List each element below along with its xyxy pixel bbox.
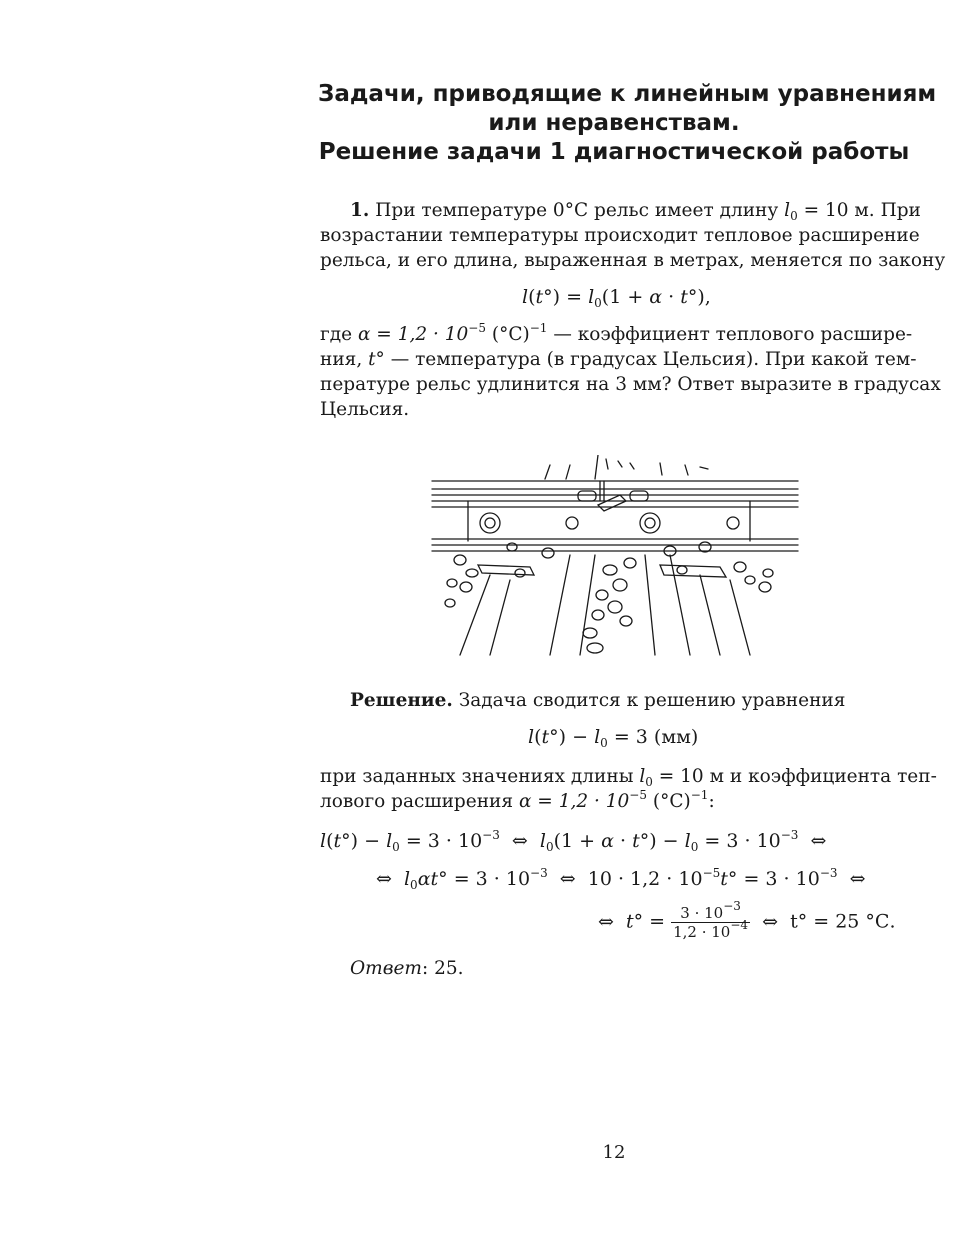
answer-label: Ответ — [350, 958, 422, 979]
section-title — [318, 80, 937, 167]
given-text-3: лового расширения — [320, 791, 514, 812]
frac-num-exp: −3 — [723, 899, 741, 913]
equation-rhs: = 3 (мм) — [613, 726, 699, 748]
fraction — [671, 899, 750, 941]
problem-text-1: При температуре 0°С рельс имеет длину — [375, 200, 779, 221]
solution-line-2: при заданных значениях длины $l_0 = 10$ м и коэффициента теп- — [320, 766, 937, 789]
frac-denominator: 1,2 · 10 — [673, 923, 731, 941]
rail-length-formula: $l(t^\circ) = l_0(1 + \alpha \cdot t^\circ)$, — [522, 286, 711, 310]
title-line-2: или неравенствам. — [488, 110, 740, 136]
problem-line-6: пературе рельс удлинится на 3 мм? Ответ выразите в градусах — [320, 374, 941, 395]
coef-text: — коэффициент теплового расшире- — [553, 324, 913, 345]
problem-paragraph-2 — [320, 321, 941, 422]
title-line-3: Решение задачи 1 диагностической работы — [318, 139, 910, 165]
solution-line-3: лового расширения $\alpha = 1,2 \cdot 10^{-5}$ $(^\circ С)^{-1}$: — [320, 788, 715, 812]
line5-rest: — температура (в градусах Цельсия). При какой тем- — [390, 349, 917, 370]
alpha-unit-2: (°С) — [652, 791, 691, 812]
title-line-1: Задачи, приводящие к линейным уравнениям — [318, 81, 937, 107]
alpha-exp: −5 — [468, 321, 486, 335]
solution-intro — [320, 688, 910, 713]
alpha-unit: (°С) — [491, 324, 530, 345]
problem-line-3: рельса, и его длина, выраженная в метрах, меняется по закону — [320, 250, 946, 271]
solution-label: Решение. — [350, 690, 453, 711]
problem-line-4 — [320, 321, 913, 347]
alpha-value: α = 1,2 · 10 — [357, 324, 469, 345]
problem-paragraph — [320, 198, 946, 273]
alpha-value-2: α = 1,2 · 10 — [518, 791, 630, 812]
page-number: 12 — [602, 1142, 626, 1163]
problem-number: 1. — [350, 200, 370, 221]
result-value: t° = 25 °С. — [790, 910, 896, 933]
derivation-line-3: ⇔ t° = $\frac{3 \cdot 10^{-3}}{1,2 \cdot 10^{-4}}$ ⇔ t° = 25 °С. — [598, 899, 896, 941]
where-word: где — [320, 324, 353, 345]
exp-3: −3 — [530, 866, 548, 880]
answer — [350, 958, 464, 979]
exp-2: −3 — [780, 828, 799, 842]
exp-5: −3 — [819, 866, 838, 880]
given-text-2: = 10 м и коэффициента теп- — [658, 766, 937, 787]
rail-joint-illustration — [430, 455, 800, 660]
line5-start: ния, — [320, 349, 363, 370]
problem-l0-value: = 10 м. При — [803, 200, 921, 221]
alpha-exp-2: −5 — [629, 788, 647, 802]
answer-value: : 25. — [421, 958, 464, 979]
exp-4: −5 — [702, 866, 721, 880]
problem-line-7: Цельсия. — [320, 399, 410, 420]
problem-line-2: возрастании температуры происходит тепловое расширение — [320, 225, 920, 246]
solution-intro-text: Задача сводится к решению уравнения — [458, 690, 846, 711]
solution-paragraph — [320, 764, 937, 814]
solution-line-1 — [320, 688, 910, 713]
solution-equation: $l(t^\circ) - l_0 = 3$ (мм) — [528, 726, 699, 750]
given-text: при заданных значениях длины — [320, 766, 634, 787]
derivation-line-2: ⇔ $l_0\alpha t^\circ = 3 \cdot 10^{-3}$ ⇔ $10 \cdot 1,2 \cdot 10^{-5}t^\circ = 3 \cdot 10^{-3}$ ⇔ — [376, 866, 866, 892]
problem-line-1: 1. При температуре 0°С рельс имеет длину $l_0 = 10$ м. При — [350, 200, 921, 223]
frac-den-exp: −4 — [730, 918, 749, 932]
exp-1: −3 — [482, 828, 500, 842]
frac-numerator: 3 · 10 — [680, 904, 724, 922]
alpha-unit-exp-2: −1 — [690, 788, 709, 802]
problem-line-5: ния, t° — температура (в градусах Цельсия). При какой тем- — [320, 349, 917, 370]
alpha-unit-exp: −1 — [529, 321, 548, 335]
derivation-line-1: $l(t^\circ) - l_0 = 3 \cdot 10^{-3}$ ⇔ $l_0(1 + \alpha \cdot t^\circ) - l_0 = 3 \cdot 10^{-3}$ ⇔ — [320, 828, 827, 854]
